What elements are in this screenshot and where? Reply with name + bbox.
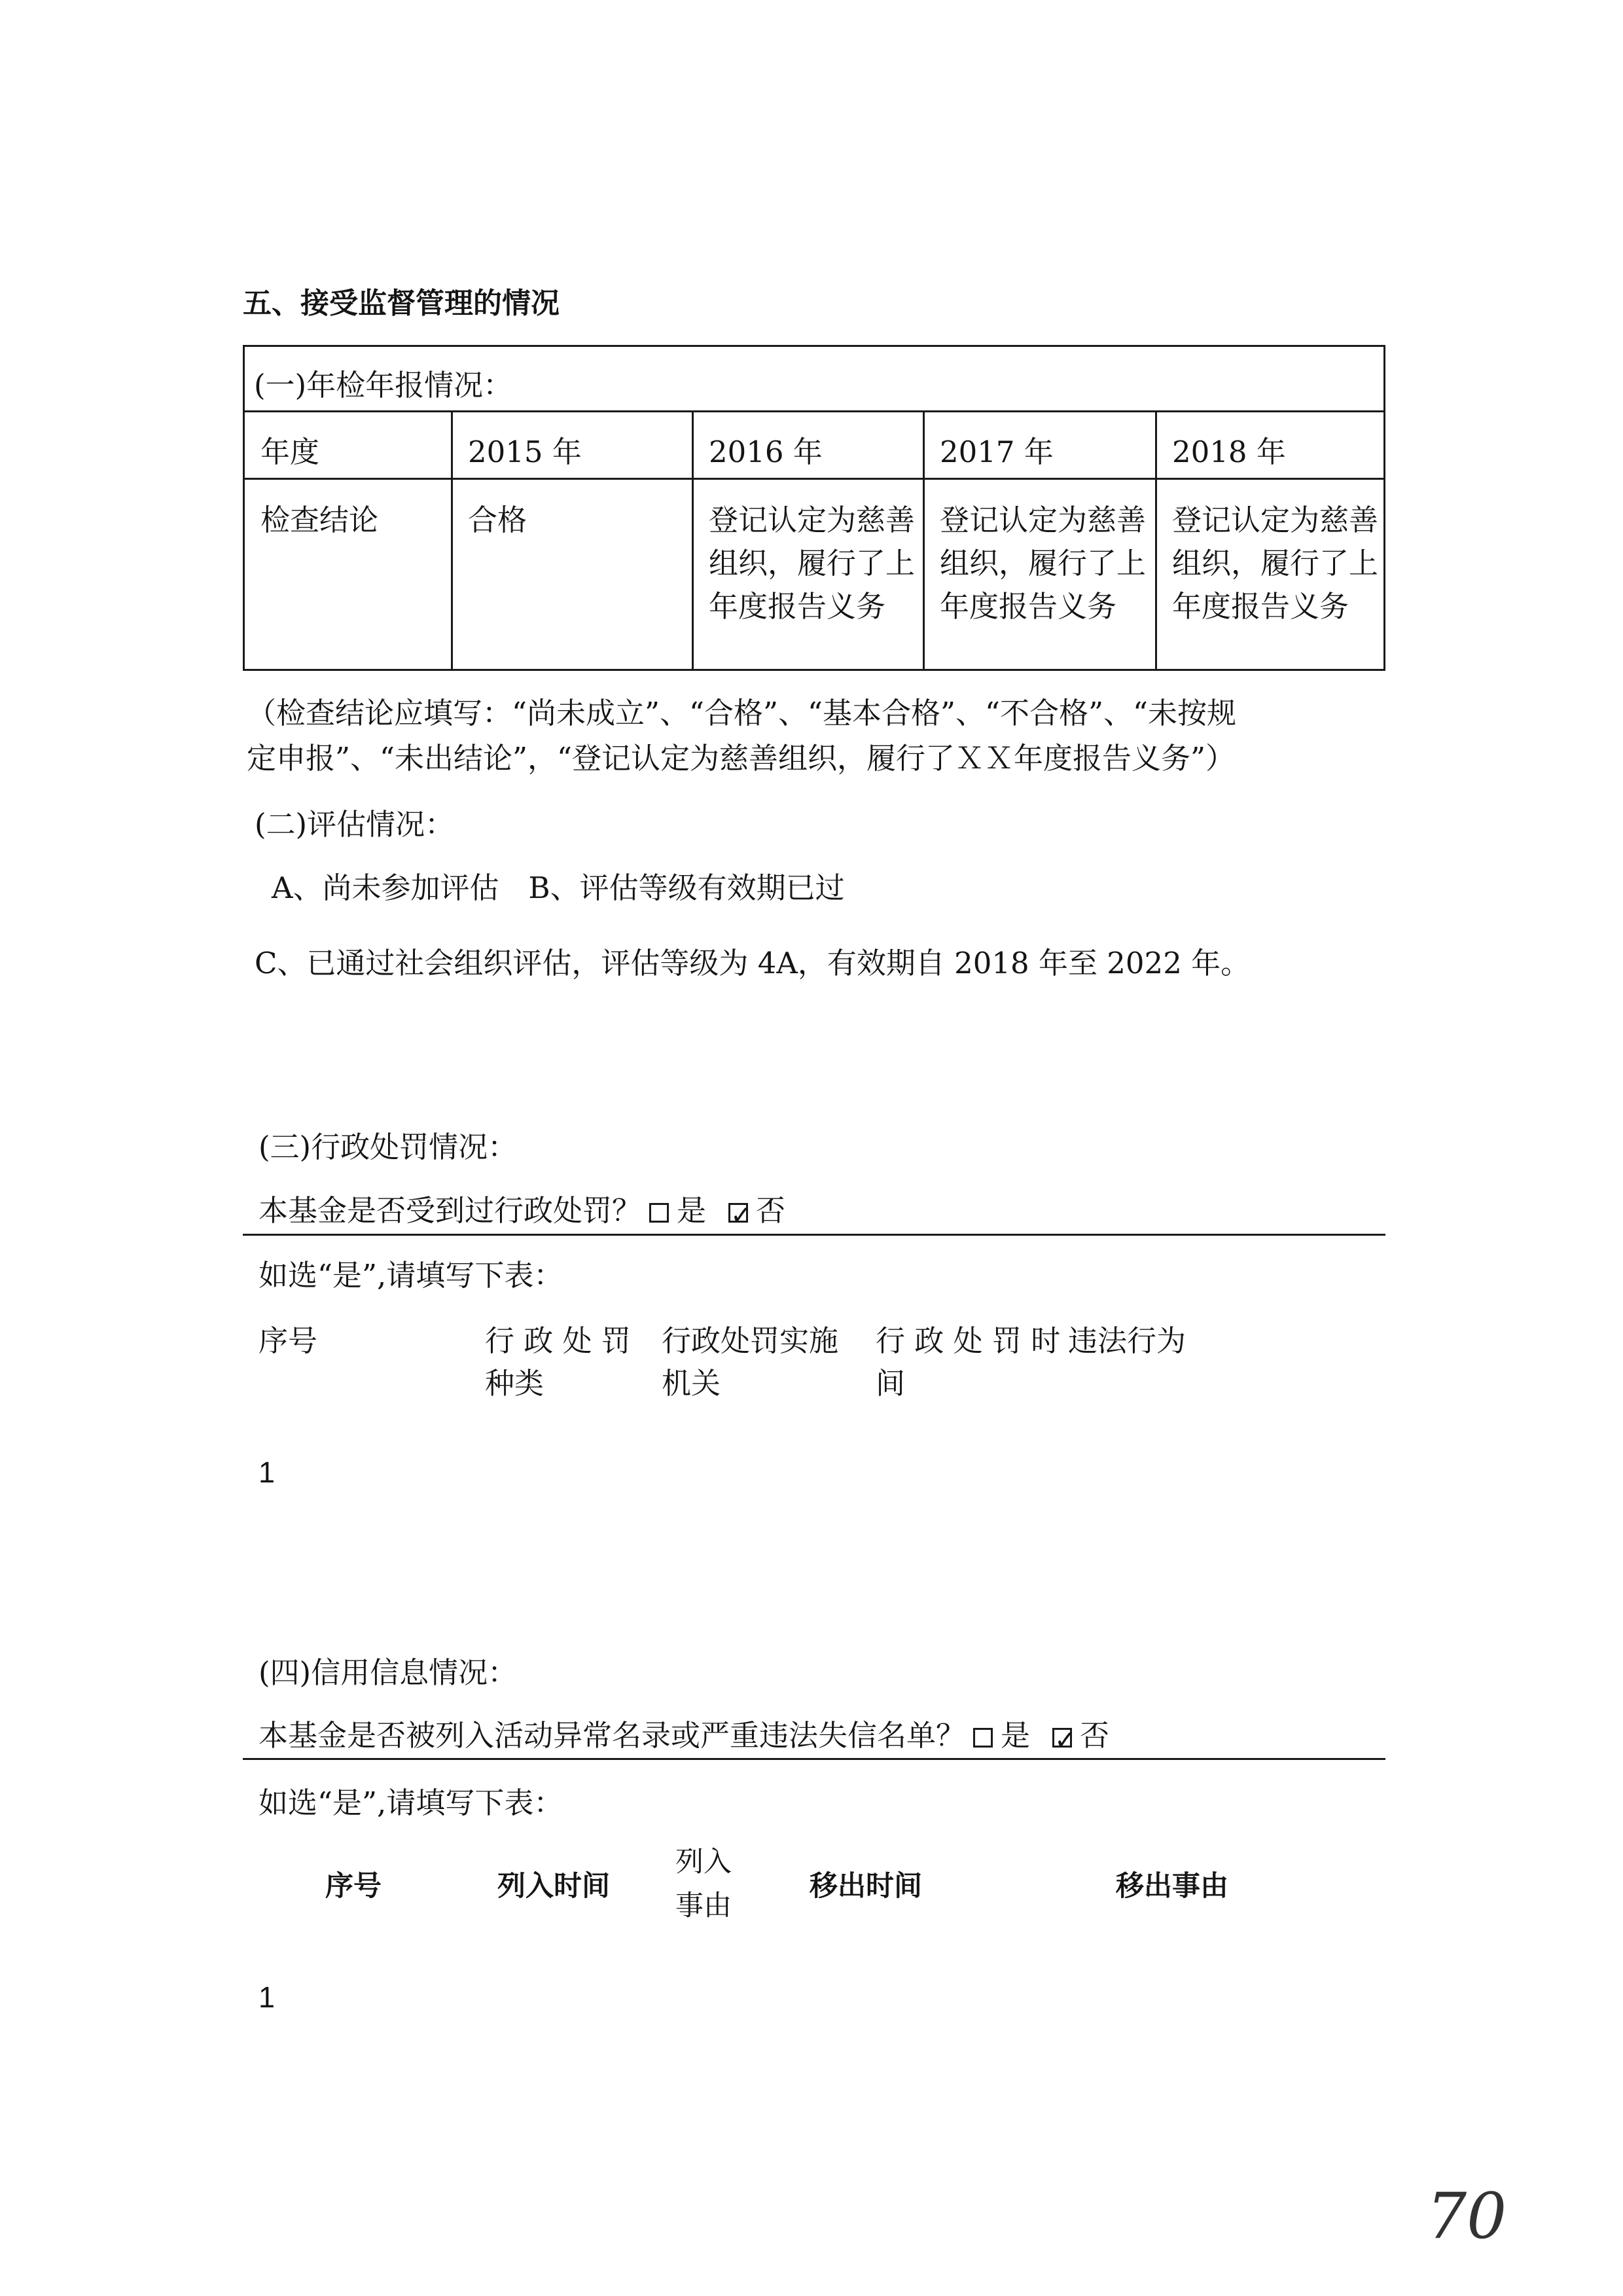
penalty-no-checkbox[interactable] xyxy=(728,1203,748,1223)
credit-col-reason-l2: 事由 xyxy=(675,1890,732,1922)
section-title: 五、接受监督管理的情况 xyxy=(243,287,560,320)
penalty-heading: (三)行政处罚情况： xyxy=(259,1130,518,1164)
penalty-instruction: 如选“是”,请填写下表： xyxy=(259,1258,563,1293)
annual-report-table xyxy=(243,345,1385,671)
credit-instruction: 如选“是”,请填写下表： xyxy=(259,1785,563,1820)
credit-col-in-time: 列入时间 xyxy=(497,1870,610,1903)
credit-question-row xyxy=(259,1715,1109,1757)
credit-yes-checkbox[interactable] xyxy=(973,1728,993,1748)
evaluation-heading: (二)评估情况： xyxy=(255,807,455,842)
penalty-col-time-l2: 间 xyxy=(876,1366,906,1401)
credit-col-index: 序号 xyxy=(325,1870,382,1903)
credit-yes-label: 是 xyxy=(1001,1718,1031,1753)
penalty-col-agency-l2: 机关 xyxy=(662,1366,721,1401)
result-row-label: 检查结论 xyxy=(260,503,379,537)
penalty-col-type-l1: 行 政 处 罚 xyxy=(485,1323,631,1358)
penalty-col-type-l2: 种类 xyxy=(485,1366,544,1401)
year-2018: 2018 年 xyxy=(1172,435,1286,469)
annual-report-heading: (一)年检年报情况： xyxy=(254,368,513,403)
penalty-no-label: 否 xyxy=(756,1193,786,1228)
table-divider xyxy=(923,412,925,669)
year-2016: 2016 年 xyxy=(709,435,823,469)
penalty-col-index: 序号 xyxy=(259,1323,318,1358)
credit-divider xyxy=(243,1758,1385,1760)
handwritten-page-number: 70 xyxy=(1427,2179,1507,2253)
result-note-line1: （检查结论应填写：“尚未成立”、“合格”、“基本合格”、“不合格”、“未按规 xyxy=(247,696,1237,730)
penalty-col-agency-l1: 行政处罚实施 xyxy=(662,1323,839,1358)
penalty-yes-label: 是 xyxy=(677,1193,707,1228)
credit-col-out-reason: 移出事由 xyxy=(1116,1870,1228,1903)
year-2017: 2017 年 xyxy=(940,435,1054,469)
year-2015: 2015 年 xyxy=(468,435,582,469)
credit-col-reason-l1: 列入 xyxy=(675,1846,732,1878)
penalty-question: 本基金是否受到过行政处罚？ xyxy=(259,1193,642,1228)
penalty-col-violation: 违法行为 xyxy=(1068,1323,1186,1358)
table-divider xyxy=(451,412,453,669)
credit-no-checkbox[interactable] xyxy=(1052,1728,1072,1748)
credit-no-label: 否 xyxy=(1080,1718,1110,1753)
result-2017: 登记认定为慈善组织，履行了上年度报告义务 xyxy=(940,503,1147,624)
result-note-line2: 定申报”、“未出结论”，“登记认定为慈善组织，履行了ＸＸ年度报告义务”） xyxy=(247,741,1236,776)
table-divider xyxy=(245,410,1383,412)
penalty-row-index: 1 xyxy=(259,1456,276,1489)
penalty-divider xyxy=(243,1234,1385,1236)
penalty-question-row xyxy=(259,1190,785,1232)
credit-heading: (四)信用信息情况： xyxy=(259,1655,518,1690)
result-2015: 合格 xyxy=(468,503,527,537)
evaluation-option-c: C、已通过社会组织评估，评估等级为 4A，有效期自 2018 年至 2022 年。 xyxy=(255,946,1251,980)
penalty-yes-checkbox[interactable] xyxy=(649,1203,669,1223)
table-divider xyxy=(692,412,694,669)
result-2016: 登记认定为慈善组织，履行了上年度报告义务 xyxy=(709,503,916,624)
year-header-label: 年度 xyxy=(260,435,320,469)
credit-col-out-time: 移出时间 xyxy=(810,1870,922,1903)
evaluation-option-ab: A、尚未参加评估 B、评估等级有效期已过 xyxy=(272,870,845,905)
credit-row-index: 1 xyxy=(259,1981,276,2014)
table-divider xyxy=(245,478,1383,480)
table-divider xyxy=(1155,412,1157,669)
result-2018: 登记认定为慈善组织，履行了上年度报告义务 xyxy=(1172,503,1379,624)
credit-question: 本基金是否被列入活动异常名录或严重违法失信名单？ xyxy=(259,1718,966,1753)
penalty-col-time-l1: 行 政 处 罚 时 xyxy=(876,1323,1061,1358)
